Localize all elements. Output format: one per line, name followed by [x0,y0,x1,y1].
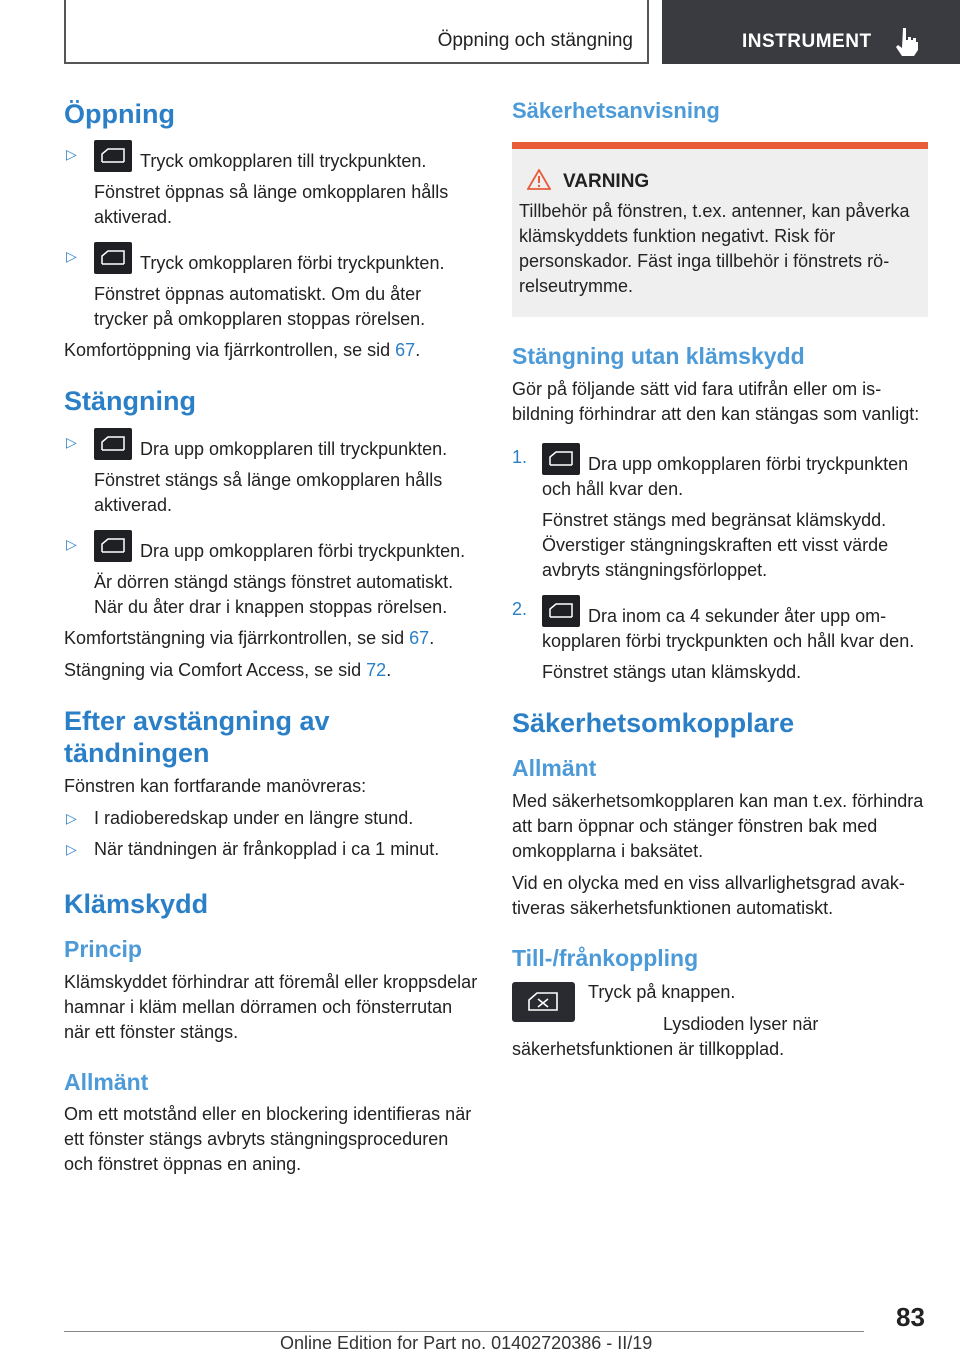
page-number: 83 [896,1302,925,1332]
list-item: ▷ I radioberedskap under en längre stund. [64,806,480,831]
paragraph: Fönstren kan fortfarande manövreras: [64,775,367,796]
list-item: ▷ Dra upp omkopplaren förbi tryckpunkten. Är dörren stängd stängs fönstret automatiskt. När du åter drar i knappen stoppas rörelsen. [64,532,480,620]
bullet-triangle-icon: ▷ [66,535,77,552]
bullet-triangle-icon: ▷ [66,840,77,857]
heading-allmant-right: Allmänt [512,754,597,781]
paragraph: Vid en olycka med en viss allvarlighetsgrad avaktiveras säkerhetsfunktionen automatiskt. [512,872,905,918]
reference-text: Komfortöppning via fjärrkontrollen, se sid 67. [64,340,421,361]
heading-sakerhetsomkopplare: Säkerhetsomkopplare [512,707,795,738]
page-link[interactable]: 72 [366,659,387,680]
bullet-triangle-icon: ▷ [66,146,77,163]
list-item-detail: Fönstret öppnas automatiskt. Om du åter trycker på omkopplaren stoppas rörelsen. [94,284,426,330]
page-link[interactable]: 67 [395,340,416,361]
section-title: Öppning och stängning [437,30,633,51]
reference-text: Komfortstängning via fjärrkontrollen, se sid 67. [64,627,435,648]
left-column [64,98,480,1184]
paragraph: Tryck på knappen. [588,982,736,1003]
paragraph: Med säkerhetsomkopplaren kan man t.ex. förhindra att barn öppnar och stänger fönstren bak med omkopplarna i baksätet. [512,790,924,861]
list-item-detail: Är dörren stängd stängs fönstret automatiskt. När du åter drar i knappen stoppas rörelsen. [94,571,454,617]
step-number: 1. [512,446,528,467]
step-number: 2. [512,598,528,619]
warning-box [512,142,928,317]
list-item-detail: Fönstret stängs så länge omkopplaren hålls aktiverad. [94,469,443,515]
window-switch-icon [94,140,132,172]
heading-stangning: Stängning [64,386,196,417]
footer-divider [64,1331,864,1332]
page-link[interactable]: 67 [409,627,430,648]
heading-allmant: Allmänt [64,1068,149,1095]
step-detail: Fönstret stängs med begränsat klämskydd. Överstiger stängningskraften ett visst värde avbryts stängningsförloppet. [542,509,889,580]
list-item-detail: Fönstret öppnas så länge omkopplaren hålls aktiverad. [94,182,449,228]
window-switch-icon [94,242,132,274]
heading-klamskydd: Klämskydd [64,888,209,919]
list-item: ▷ Tryck omkopplaren till tryckpunkten. Fönstret öppnas så länge omkopplaren hålls aktiverad. [64,142,480,230]
step-detail: Fönstret stängs utan klämskydd. [542,661,802,682]
paragraph: Gör på följande sätt vid fara utifrån eller om isbildning förhindrar att den kan stängas som vanligt: [512,378,920,424]
footer-edition: Online Edition for Part no. 01402720386 - II/19 [280,1333,653,1353]
heading-efter-avstangning: Efter avstängning av tändningen [64,705,330,769]
header-section-tab [64,0,649,64]
heading-oppning: Öppning [64,99,175,129]
safety-switch-icon [512,982,575,1022]
heading-stangning-utan-klamskydd: Stängning utan klämskydd [512,343,805,369]
warning-triangle-icon [527,169,551,190]
numbered-step: 2. Dra inom ca 4 sekunder åter upp omkopplaren förbi tryckpunkten och håll kvar den. Fönstret stängs utan klämskydd. [512,597,928,685]
window-switch-icon [542,443,580,475]
warning-text: Tillbehör på fönstren, t.ex. antenner, kan påverka klämskyddets funktion negativt. Risk för personskador. Fäst inga tillbehör i fönstrets rörelseutrymme. [519,201,910,296]
pointing-hand-icon [895,26,921,56]
heading-till-frankoppling: Till-/frånkoppling [512,944,699,971]
reference-text: Stängning via Comfort Access, se sid 72. [64,659,392,680]
safety-switch-block [512,980,928,1062]
bullet-triangle-icon: ▷ [66,809,77,826]
paragraph: Lysdioden lyser när säkerhetsfunktionen är tillkopplad. [512,1014,819,1060]
heading-sakerhetsanvisning: Säkerhetsanvisning [512,98,720,123]
window-switch-icon [542,595,580,627]
list-item: ▷ Tryck omkopplaren förbi tryckpunkten. Fönstret öppnas automatiskt. Om du åter trycker på omkopplaren stoppas rörelsen. [64,244,480,332]
warning-title: VARNING [527,169,920,193]
paragraph: Om ett motstånd eller en blockering identifieras när ett fönster stängs avbryts stängningsproceduren och fönstret öppnas en aning. [64,1104,472,1175]
list-item: ▷ När tändningen är frånkopplad i ca 1 minut. [64,837,480,862]
chapter-title: INSTRUMENT [742,31,872,52]
heading-princip: Princip [64,935,142,962]
numbered-step: 1. Dra upp omkopplaren förbi tryckpunkten och håll kvar den. Fönstret stängs med begränsat klämskydd. Överstiger stängningskraften ett visst värde avbryts stängningsförloppet. [512,445,928,583]
header-chapter-tab[interactable] [662,0,960,64]
window-switch-icon [94,428,132,460]
bullet-triangle-icon: ▷ [66,248,77,265]
bullet-triangle-icon: ▷ [66,433,77,450]
window-switch-icon [94,530,132,562]
right-column [512,98,928,1069]
paragraph: Klämskyddet förhindrar att föremål eller kroppsdelar hamnar i kläm mellan dörramen och fönsterrutan när ett fönster stängs. [64,971,478,1042]
list-item: ▷ Dra upp omkopplaren till tryckpunkten. Fönstret stängs så länge omkopplaren hålls aktiverad. [64,430,480,518]
